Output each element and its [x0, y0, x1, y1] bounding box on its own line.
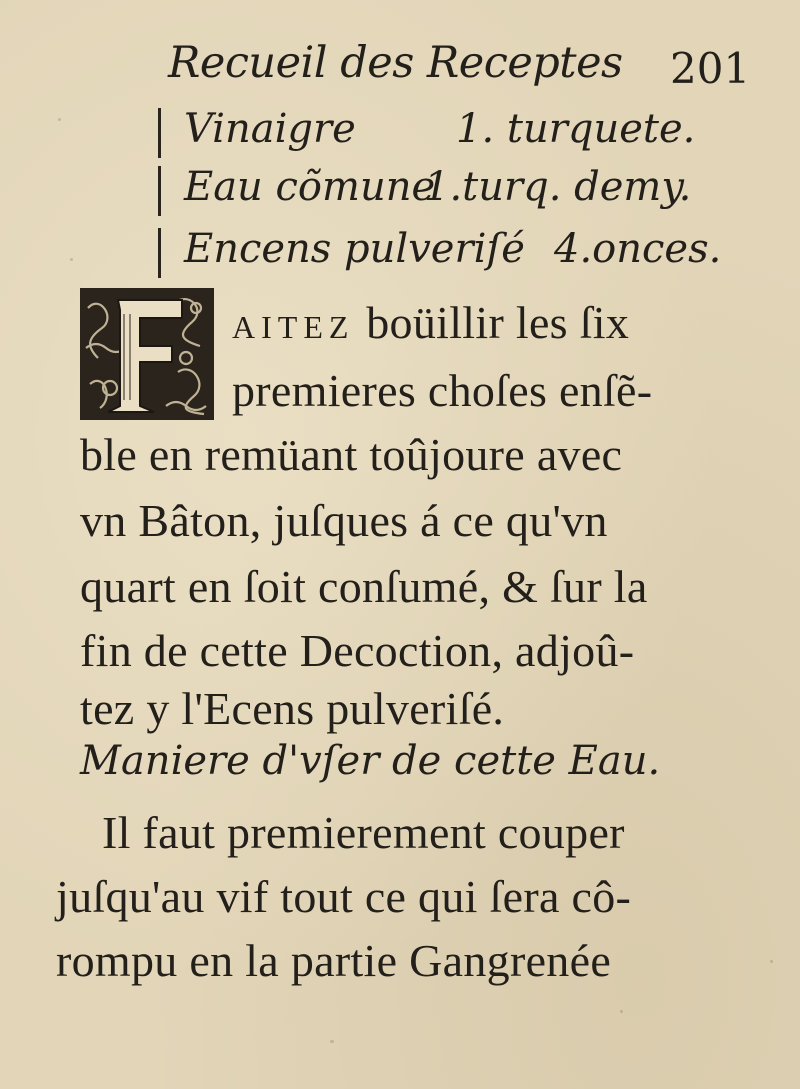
ingredient-quantity: 4.onces. [554, 226, 722, 272]
paper-speck [70, 258, 73, 261]
paragraph-line-4: vn Bâton, juſques á ce qu'vn [80, 495, 608, 546]
paper-speck [770, 960, 773, 963]
paragraph-line-3: ble en remüant toûjoure avec [80, 429, 623, 480]
line-text: boüillir les ſix [366, 297, 630, 348]
ingredient-quantity: 1. turquete. [456, 106, 696, 152]
ornamental-drop-cap [80, 288, 214, 420]
paragraph-line-2: premieres choſes enſẽ- [232, 365, 653, 416]
running-header-title: Recueil des Receptes [168, 38, 623, 88]
page-number: 201 [670, 44, 751, 93]
paragraph-2-line-3: rompu en la partie Gangrenée [56, 935, 612, 986]
paragraph-line-1 [232, 296, 629, 349]
drop-cap-word-rest: AITEZ [232, 309, 355, 345]
paragraph-line-5: quart en ſoit conſumé, & ſur la [80, 561, 648, 612]
ingredient-line [158, 106, 758, 164]
bracket-rule [158, 228, 161, 278]
bracket-rule [158, 108, 161, 158]
paper-speck [330, 1040, 334, 1043]
paper-speck [620, 1010, 623, 1013]
drop-cap-ornament-icon [80, 288, 214, 420]
ingredient-name: Eau cõmune [184, 164, 436, 210]
paragraph-line-6: fin de cette Decoction, adjoû- [80, 625, 635, 676]
paragraph-2-line-2: juſqu'au vif tout ce qui ſera cô- [56, 871, 632, 922]
paper-speck [58, 118, 61, 121]
ingredient-name: Vinaigre [184, 106, 356, 152]
section-subheading: Maniere d'vſer de cette Eau. [80, 738, 661, 784]
ingredient-name: Encens pulveriſé [184, 226, 525, 272]
ingredient-line [158, 164, 758, 222]
paragraph-line-7: tez y l'Ecens pulveriſé. [80, 683, 505, 734]
ingredient-quantity: 1.turq. demy. [424, 164, 692, 210]
ingredient-line [158, 226, 758, 284]
paragraph-2-line-1: Il faut premierement couper [102, 807, 625, 858]
bracket-rule [158, 166, 161, 216]
